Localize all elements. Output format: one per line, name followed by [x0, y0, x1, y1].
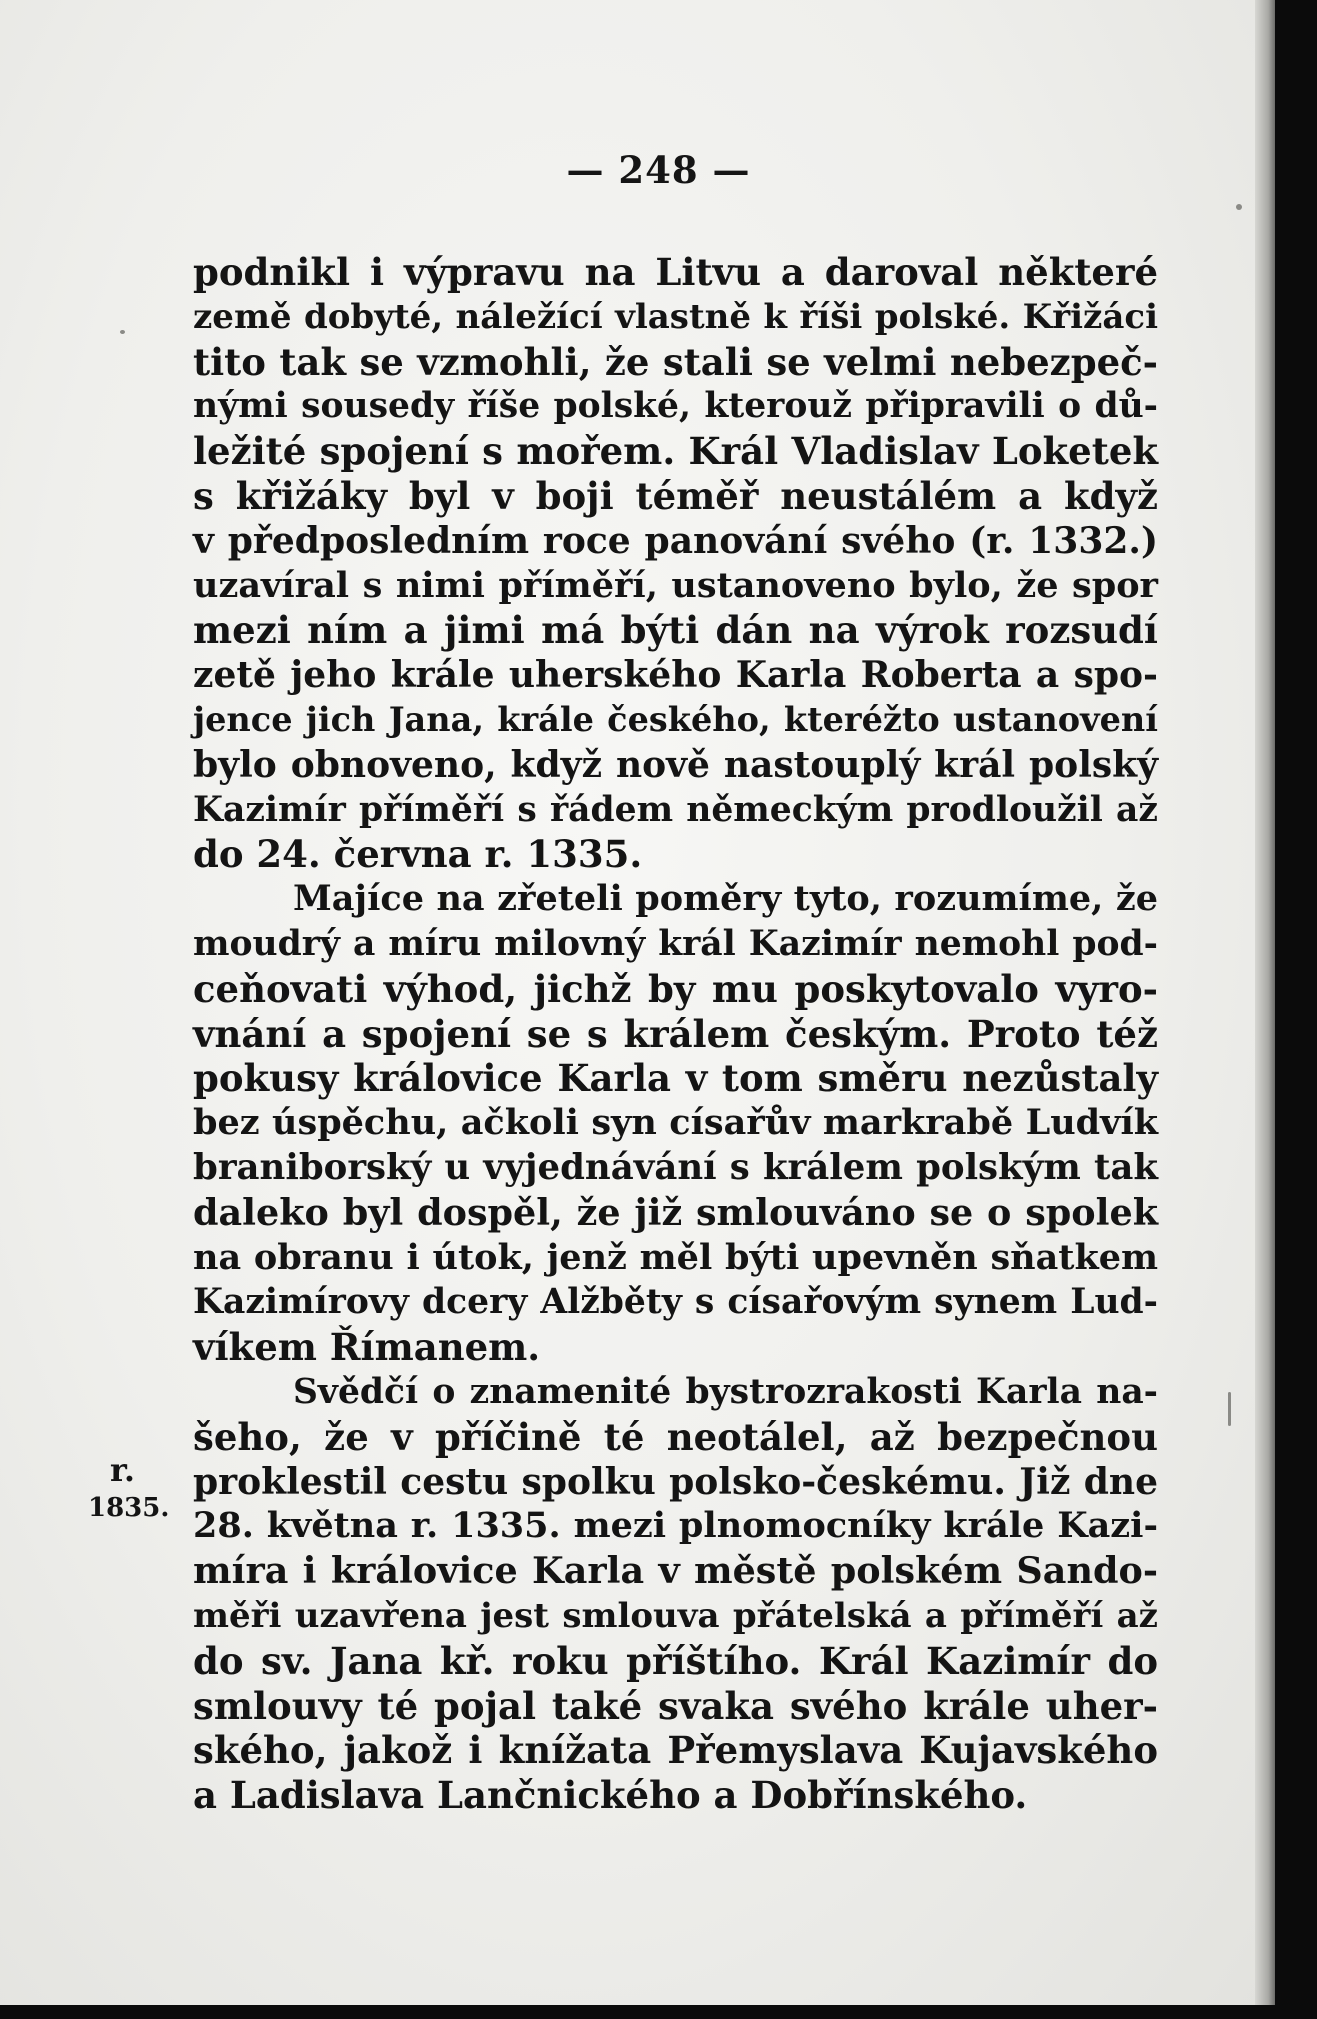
margin-note-year: 1835. — [88, 1493, 170, 1523]
text-line: ského, jakož i knížata Přemyslava Kujavského — [193, 1728, 1158, 1773]
text-line: s křižáky byl v boji téměř neustálém a když — [193, 473, 1158, 518]
text-line: na obranu i útok, jenž měl býti upevněn sňatkem — [193, 1236, 1158, 1278]
text-line: 28. května r. 1335. mezi plnomocníky krále Kazi- — [193, 1505, 1158, 1547]
page-number: — 248 — — [566, 148, 751, 192]
text-line: jence jich Jana, krále českého, kteréžto ustanovení — [193, 699, 1158, 739]
text-line: pokusy královice Karla v tom směru nezůstaly — [193, 1056, 1158, 1101]
text-line: vnání a spojení se s králem českým. Proto též — [193, 1011, 1158, 1056]
text-line: Kazimírovy dcery Alžběty s císařovým synem Lud- — [193, 1282, 1158, 1323]
text-line: Majíce na zřeteli poměry tyto, rozumíme, že — [293, 878, 1158, 920]
body-text — [193, 250, 1158, 1818]
text-line: bez úspěchu, ačkoli syn císařův markrabě Ludvík — [193, 1102, 1158, 1144]
paper-speck — [1236, 204, 1242, 210]
text-line: Svědčí o znamenité bystrozrakosti Karla na- — [293, 1371, 1158, 1412]
page-binding-edge — [1255, 0, 1275, 2005]
text-line: a Ladislava Lančnického a Dobřínského. — [193, 1773, 1028, 1818]
text-line: daleko byl dospěl, že již smlouváno se o spolek — [193, 1190, 1158, 1234]
text-line: ceňovati výhod, jichž by mu poskytovalo vyro- — [193, 966, 1158, 1011]
text-line: míra i královice Karla v městě polském Sando- — [193, 1549, 1158, 1593]
text-line: v předposledním roce panování svého (r. 1332.) — [193, 519, 1158, 562]
text-line: země dobyté, náležící vlastně k říši polské. Křižáci — [193, 296, 1158, 337]
text-line: do sv. Jana kř. roku příštího. Král Kazimír do — [193, 1638, 1158, 1683]
text-line: nými sousedy říše polské, kterouž připravili o dů- — [193, 386, 1158, 427]
text-line: moudrý a míru milovný král Kazimír nemohl pod- — [193, 923, 1158, 964]
text-line: bylo obnoveno, když nově nastouplý král polský — [193, 743, 1158, 786]
text-line: podnikl i výpravu na Litvu a daroval některé — [193, 250, 1158, 294]
paper-speck — [1228, 1392, 1231, 1426]
text-line: šeho, že v příčině té neotálel, až bezpečnou — [193, 1414, 1158, 1459]
text-line: víkem Římanem. — [193, 1325, 541, 1370]
paper-speck — [120, 330, 125, 334]
text-line: braniborský u vyjednávání s králem polským tak — [193, 1146, 1158, 1188]
text-line: uzavíral s nimi příměří, ustanoveno bylo, že spor — [193, 564, 1158, 606]
text-line: tito tak se vzmohli, že stali se velmi nebezpeč- — [193, 339, 1158, 384]
text-line: do 24. června r. 1335. — [193, 832, 643, 877]
text-line: proklestil cestu spolku polsko-českému. Již dne — [193, 1460, 1158, 1503]
text-line: zetě jeho krále uherského Karla Roberta a spo- — [193, 654, 1158, 697]
margin-note — [88, 1452, 198, 1528]
text-line: smlouvy té pojal také svaka svého krále uher- — [193, 1683, 1158, 1728]
text-line: mezi ním a jimi má býti dán na výrok rozsudí — [193, 608, 1158, 653]
text-line: měři uzavřena jest smlouva přátelská a příměří až — [193, 1595, 1158, 1636]
margin-note-prefix: r. — [110, 1451, 136, 1489]
text-line: ležité spojení s mořem. Král Vladislav Loketek — [193, 429, 1158, 474]
text-line: Kazimír příměří s řádem německým prodloužil až — [193, 789, 1158, 830]
